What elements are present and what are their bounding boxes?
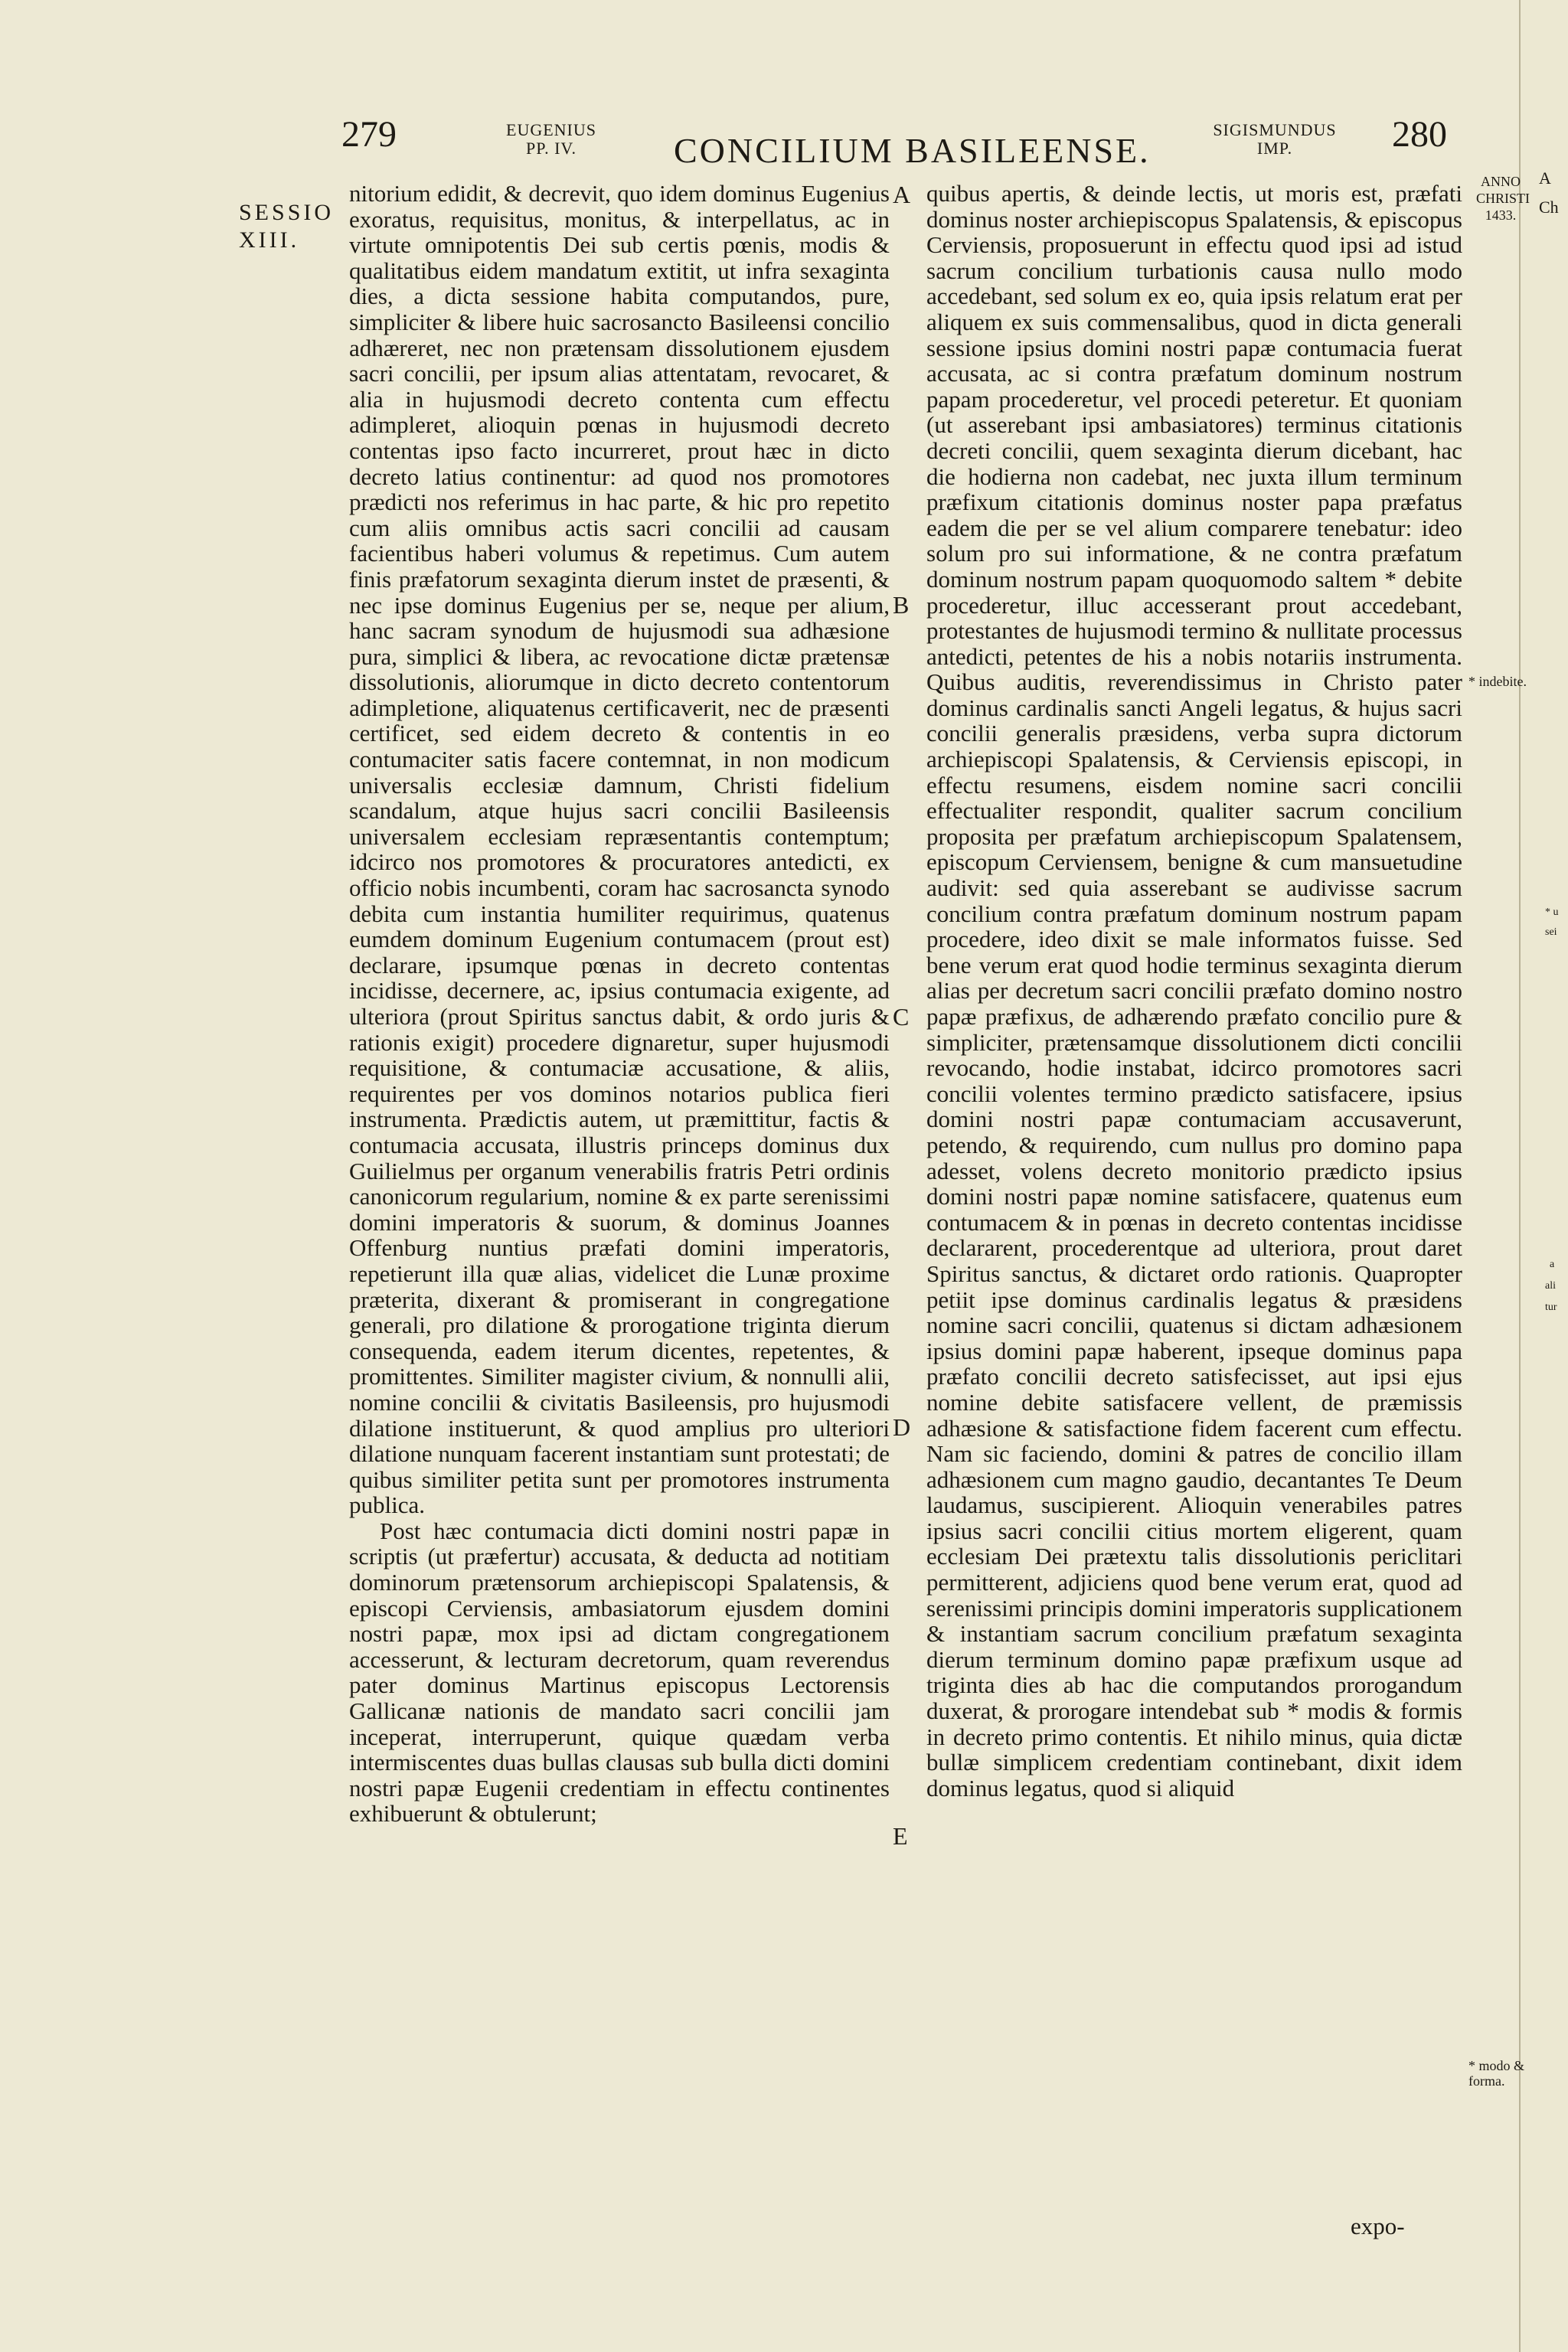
edge-fragment-sei: sei <box>1545 926 1557 938</box>
section-letter-b: B <box>893 591 910 619</box>
marginal-note-modo-line-1: * modo & <box>1468 2058 1525 2073</box>
year-label-christi: CHRISTI <box>1476 191 1530 206</box>
session-marginal <box>239 199 346 254</box>
year-label-anno: ANNO <box>1481 174 1521 189</box>
next-page-edge <box>1519 0 1568 2352</box>
session-label: SESSIO <box>239 200 335 225</box>
edge-fragment-star: * u <box>1545 906 1559 918</box>
marginal-note-modo-forma <box>1468 2058 1524 2089</box>
marginal-note-indebite: * indebite. <box>1468 674 1527 689</box>
edge-fragment-ch: Ch <box>1539 198 1559 217</box>
right-column <box>926 181 1462 1801</box>
page-title: CONCILIUM BASILEENSE. <box>674 131 1151 170</box>
page-number-right: 280 <box>1392 114 1447 155</box>
section-letter-c: C <box>893 1003 910 1031</box>
running-head-right-line-2: IMP. <box>1256 139 1293 158</box>
running-head-right-line-1: SIGISMUNDUS <box>1213 120 1337 139</box>
right-column-text: quibus apertis, & deinde lectis, ut moris est, præfati dominus noster archiepiscopus Spalatensis, & episcopus Cerviensis, proposuerunt in effectu quod ipsi ad istud sacrum concilium turbationis causa nullo modo accedebant, sed solum ex eo, quia ipsis relatum erat per aliquem ex suis commensalibus, quod in dicta generali sessione ipsius domini nostri papæ contumacia fuerat accusata, ac si contra præfatum dominum nostrum papam procederetur, vel procedi peteretur. Et quoniam (ut asserebant ipsi ambasiatores) terminus citationis decreti concilii, quem sexaginta dierum dicebant, hac die hodierna non cadebat, nec juxta illum terminum præfixum citationis dominus noster papa præfatus eadem die per se vel alium comparere tenebatur: ideo solum pro sui informatione, & ne contra præfatum dominum nostrum papam quoquomodo saltem * debite procederetur, illuc accesserant prout accedebant, protestantes de hujusmodi termino & nullitate processus antedicti, petentes de his a nobis notariis instrumenta. Quibus auditis, reverendissimus in Christo pater dominus cardinalis sancti Angeli legatus, & hujus sacri concilii generalis præsidens, verba supra dictorum archiepiscopi Spalatensis, & Cerviensis episcopi, in effectu resumens, eisdem nomine sacri concilii effectualiter respondit, qualiter sacrum concilium proposita per præfatum archiepiscopum Spalatensem, episcopum Cerviensem, benigne & cum mansuetudine audivit: sed quia asserebant se audivisse sacrum concilium contra præfatum dominum nostrum papam procedere, ideo dixit se male informatos fuisse. Sed bene verum erat quod hodie terminus sexaginta dierum alias per decretum sacri concilii præfato domino nostro papæ præfixus, de adhærendo præfato concilio pure & simpliciter, prætensamque dissolutionem dicti concilii revocando, hodie instabat, idcirco promotores sacri concilii volentes termino prædicto satisfacere, ipsius domini nostri papæ contumaciam accusaverunt, petendo, & requirendo, cum nullus pro domino papa adesset, volens decreto monitorio prædicto ipsius domini nostri papæ nomine satisfacere, quatenus eum contumacem & in pœnas in decreto contentas incidisse declararent, procederentque ad ulteriora, prout daret Spiritus sanctus, & dictaret ordo rationis. Quapropter petiit ipse dominus cardinalis legatus & præsidens nomine sacri concilii, quatenus si dictam adhæsionem ipsius domini papæ haberent, ipseque dominus papa præfato concilii decreto satisfecisset, aut ipsi ejus nomine debite satisfacere vellent, de præmissis adhæsione & satisfactione fidem facerent cum effectu. Nam sic faciendo, domini & patres de concilio illam adhæsionem cum magno gaudio, decantantes Te Deum laudamus, suscipierent. Alioquin venerabiles patres ipsius sacri concilii citius mortem eligerent, quam ecclesiam Dei prætextu talis dissolutionis periclitari permitterent, adjiciens quod bene verum erat, quod ad serenissimi principis domini imperatoris supplicationem & instantiam sacrum concilium præfatum sexaginta dierum terminum domino papæ præfixum usque ad triginta dies ab hac die computandos prorogandum duxerat, & prorogare intendebat sub * modis & formis in decreto primo contentis. Et nihilo minus, quia dictæ bullæ simplicem credentiam continebant, dixit idem dominus legatus, quod si aliquid <box>926 180 1462 1802</box>
page-number-left: 279 <box>341 114 397 155</box>
section-letter-d: D <box>893 1413 911 1441</box>
running-head-left-line-1: EUGENIUS <box>506 120 596 139</box>
left-column-paragraph-2: Post hæc contumacia dicti domini nostri papæ in scriptis (ut præfertur) accusata, & deducta ad notitiam dominorum prætensorum archiepiscopi Spalatensis, & episcopi Cerviensis, ambasiatorum ejusdem domini nostri papæ, mox ipsi ad dictam congregationem accesserunt, & lecturam decretorum, quam reverendus pater dominus Martinus episcopus Lectorensis Gallicanæ nationis de mandato sacri concilii jam inceperat, interruperunt, quique quædam verba intermiscentes duas bullas clausas sub bulla dicti domini nostri papæ Eugenii credentiam in effectu continentes exhibuerunt & obtulerunt; <box>349 1517 890 1828</box>
running-head-right <box>1198 121 1351 158</box>
section-letter-a: A <box>893 181 911 208</box>
left-column-paragraph-1: nitorium edidit, & decrevit, quo idem dominus Eugenius exoratus, requisitus, monitus, & interpellatus, ac in virtute omnipotentis Dei sub certis pœnis, modis & qualitatibus eidem mandatum extitit, ut infra sexaginta dies, a dicta sessione habita computandos, pure, simpliciter & libere huic sacrosancto Basileensi concilio adhæreret, nec non prætensam dissolutionem ejusdem sacri concilii, per ipsum alias attentatam, revocaret, & alia in hujusmodi decreto contenta cum effectu adimpleret, alioquin pœnas in hujusmodi decreto contentas ipso facto incurreret, prout hæc in dicto decreto latius continentur: ad quod nos promotores prædicti nos referimus in hac parte, & hic pro repetito cum aliis omnibus actis sacri concilii ad causam facientibus haberi volumus & repetimus. Cum autem finis præfatorum sexaginta dierum instet de præsenti, & nec ipse dominus Eugenius per se, neque per alium, hanc sacram synodum de hujusmodi sua adhæsione pura, simplici & libera, ac revocatione dictæ prætensæ dissolutionis, aliorumque in dicto decreto contentorum adimpletione, aliquatenus certificaverit, nec de præsenti certificet, sed eidem decreto & contentis in eo contumaciter satis facere contemnat, in non modicum universalis ecclesiæ damnum, Christi fidelium scandalum, atque hujus sacri concilii Basileensis universalem ecclesiam repræsentantis contemptum; idcirco nos promotores & procuratores antedicti, ex officio nobis incumbenti, coram hac sacrosancta synodo debita cum instantia humiliter requirimus, quatenus eumdem dominum Eugenium contumacem (prout est) declarare, ipsumque pœnas in decreto contentas incidisse, decernere, ac, ipsius contumacia exigente, ad ulteriora (prout Spiritus sanctus dabit, & ordo juris & rationis exigit) procedere dignaretur, super hujusmodi requisitione, & contumaciæ accusatione, & aliis, requirentes per vos dominos notarios publica fieri instrumenta. Prædictis autem, ut præmittitur, factis & contumacia accusata, illustris princeps dominus dux Guilielmus per organum venerabilis fratris Petri ordinis canonicorum regularium, nomine & ex parte serenissimi domini imperatoris & suorum, & dominus Joannes Offenburg nuntius præfati domini imperatoris, repetierunt illa quæ alias, videlicet die Lunæ proxime præterita, dixerant & promiserant in congregatione generali, pro dilatione & prorogatione triginta dierum consequenda, eadem iterum dicentes, repetentes, & promittentes. Similiter magister civium, & nonnulli alii, nomine concilii & civitatis Basileensis, pro hujusmodi dilatione instituerunt, & quod amplius pro ulteriori dilatione nunquam facerent instantiam sunt protestati; de quibus similiter petita sunt per promotores instrumenta publica. <box>349 180 890 1519</box>
running-head-left <box>498 121 605 158</box>
edge-fragment-a: A <box>1539 168 1551 188</box>
marginal-note-modo-line-2: forma. <box>1468 2073 1505 2089</box>
edge-fragment-ali: ali <box>1545 1280 1556 1292</box>
edge-fragment-tur: tur <box>1545 1302 1557 1313</box>
running-head-left-line-2: PP. IV. <box>526 139 577 158</box>
year-value: 1433. <box>1485 207 1517 223</box>
left-column <box>349 181 890 1827</box>
catchword: expo- <box>1351 2213 1405 2239</box>
section-letter-e: E <box>893 1822 908 1850</box>
session-number: XIII. <box>239 227 300 253</box>
edge-fragment-a-small: a <box>1550 1259 1555 1270</box>
year-marginal <box>1476 173 1530 224</box>
